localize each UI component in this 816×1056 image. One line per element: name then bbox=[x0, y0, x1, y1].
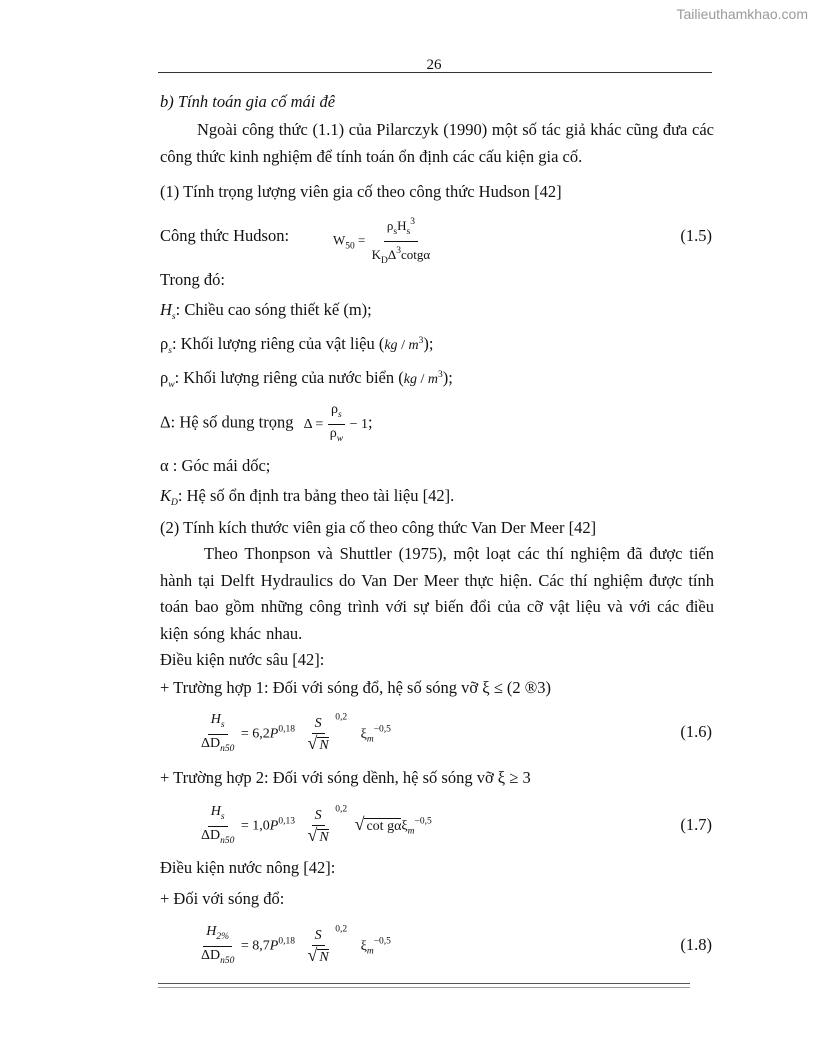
eq-number-1-7: (1.7) bbox=[680, 815, 712, 834]
hudson-eq: = bbox=[358, 232, 366, 248]
eq16-xi-exp: −0,5 bbox=[373, 724, 391, 735]
eq17-sn-fraction: $\frac{S}{√ N}$ bbox=[307, 807, 329, 845]
case-2-label: + Trường hợp 2: Đối với sóng dềnh, hệ số sóng vỡ ξ ≥ 3 bbox=[160, 768, 531, 787]
rho-s-sub: s bbox=[168, 346, 172, 356]
def-rho-s bbox=[160, 334, 433, 356]
kd-text: : Hệ số ổn định tra bảng theo tài liệu [42]. bbox=[177, 486, 455, 505]
delta-end: ; bbox=[367, 412, 373, 432]
alpha-text: : Góc mái dốc; bbox=[172, 456, 271, 475]
def-rho-w bbox=[160, 368, 453, 390]
eq17-xi-sub: m bbox=[407, 826, 415, 837]
hudson-delta: Δ bbox=[387, 247, 397, 262]
rho-w-unit-exp: 3 bbox=[437, 370, 443, 380]
hudson-h: H bbox=[397, 218, 407, 233]
footer-rule-thin bbox=[158, 987, 690, 988]
delta-minus: − 1 bbox=[349, 416, 368, 432]
eq17-outer-exp: 0,2 bbox=[335, 804, 348, 815]
rho-s-unit-slash: / bbox=[397, 338, 409, 353]
header-rule bbox=[158, 72, 712, 73]
rho-w-end: ); bbox=[442, 368, 453, 387]
hudson-h-sub: s bbox=[406, 227, 411, 237]
eq18-xi-exp: −0,5 bbox=[373, 936, 391, 947]
def-hs bbox=[160, 300, 372, 322]
hudson-fraction bbox=[369, 214, 434, 269]
eq16-p: P bbox=[269, 726, 279, 742]
eq18-outer-exp: 0,2 bbox=[335, 924, 348, 935]
rho-s-unit-exp: 3 bbox=[418, 336, 424, 346]
eq18-dd-sub: n50 bbox=[220, 956, 235, 966]
delta-formula bbox=[303, 402, 368, 444]
eq17-p-exp: 0,13 bbox=[278, 816, 295, 827]
eq17-p: P bbox=[269, 818, 279, 834]
eq17-cot: cot gα bbox=[366, 818, 402, 834]
eq17-h: H bbox=[210, 804, 221, 819]
plunging-label: + Đối với sóng đổ: bbox=[160, 889, 285, 908]
eq17-dd-sub: n50 bbox=[220, 836, 235, 846]
page-number: 26 bbox=[426, 57, 442, 73]
eq16-h-sub: s bbox=[220, 720, 225, 730]
hudson-h-exp: 3 bbox=[410, 217, 415, 227]
delta-eq-sign: = bbox=[315, 416, 324, 432]
eq17-s: S bbox=[312, 808, 325, 826]
delta-den: ρ bbox=[329, 426, 337, 441]
delta-text: : Hệ số dung trọng bbox=[170, 412, 294, 432]
eq18-lhs-fraction bbox=[198, 924, 237, 969]
eq16-lhs-fraction bbox=[198, 712, 237, 757]
where-label: Trong đó: bbox=[160, 270, 225, 289]
eq16-dd: ΔD bbox=[201, 736, 221, 751]
eq18-n: N bbox=[319, 949, 329, 965]
eq16-dd-sub: n50 bbox=[220, 744, 235, 754]
eq17-h-sub: s bbox=[220, 812, 225, 822]
eq18-eq: = 8,7 bbox=[240, 938, 270, 954]
rho-s-text: : Khối lượng riêng của vật liệu ( bbox=[171, 334, 385, 353]
formula-1-6 bbox=[198, 712, 391, 757]
intro-paragraph: Ngoài công thức (1.1) của Pilarczyk (1990) một số tác giả khác cũng đưa các công thức kinh nghiệm để tính toán ổn định các cấu kiện gia cố. bbox=[160, 120, 714, 166]
formula-1-7: $\frac{H_s}{\Delta D_{n50}}$ = $1,0P^{0,13}$ $\frac{S}{√ N}$ $^{0,2}$ √ cot gαξ$_m^{-0,5}$ bbox=[198, 804, 432, 849]
section-heading: b) Tính toán gia cố mái đê bbox=[160, 92, 336, 111]
hudson-cotg: cotgα bbox=[401, 247, 431, 262]
eq18-h-sub: 2% bbox=[216, 932, 230, 942]
eq16-n: N bbox=[319, 737, 329, 753]
eq16-eq: = 6,2 bbox=[240, 726, 270, 742]
item-2-heading: (2) Tính kích thước viên gia cố theo công thức Van Der Meer [42] bbox=[160, 518, 597, 537]
van-der-meer-paragraph: Theo Thonpson và Shuttler (1975), một loạt các thí nghiệm đã được tiến hành tại Delft Hydraulics do Van Der Meer thực hiện. Các thí nghiệm được tính toán bao gồm những công trình với sự biến đổi của cỡ vật liệu và với các điều kiện sóng khác nhau. bbox=[160, 544, 714, 643]
eq18-p: P bbox=[269, 938, 279, 954]
hudson-formula bbox=[333, 214, 433, 269]
hudson-rho-sub: s bbox=[393, 227, 398, 237]
footer-rule bbox=[158, 983, 690, 984]
eq18-xi-sub: m bbox=[366, 946, 374, 957]
delta-eq-lhs: Δ bbox=[303, 416, 312, 432]
eq17-dd: ΔD bbox=[201, 828, 221, 843]
hudson-lhs-sub: 50 bbox=[345, 241, 355, 252]
kd-sub: D bbox=[171, 498, 178, 508]
eq18-h: H bbox=[206, 924, 217, 939]
rho-w-symbol: ρ bbox=[160, 368, 169, 387]
eq16-outer-exp: 0,2 bbox=[335, 712, 348, 723]
item-1-heading: (1) Tính trọng lượng viên gia cố theo công thức Hudson [42] bbox=[160, 182, 562, 201]
eq17-n: N bbox=[319, 829, 329, 845]
delta-num: ρ bbox=[331, 402, 339, 417]
eq-number-1-5: (1.5) bbox=[680, 226, 712, 245]
hudson-delta-exp: 3 bbox=[396, 246, 402, 256]
def-kd bbox=[160, 486, 454, 508]
rho-s-end: ); bbox=[423, 334, 434, 353]
eq16-p-exp: 0,18 bbox=[278, 724, 295, 735]
hudson-lhs: W bbox=[333, 232, 346, 248]
alpha-symbol: α bbox=[160, 456, 169, 475]
eq18-sn-fraction: $\frac{S}{√ N}$ bbox=[307, 927, 329, 965]
eq17-xi: ξ bbox=[401, 818, 408, 834]
deep-water-label: Điều kiện nước sâu [42]: bbox=[160, 650, 325, 669]
rho-w-unit-m: m bbox=[427, 372, 438, 387]
hudson-k: K bbox=[371, 247, 382, 262]
eq16-xi-sub: m bbox=[366, 734, 374, 745]
eq18-dd: ΔD bbox=[201, 948, 221, 963]
delta-num-sub: s bbox=[338, 410, 342, 420]
case-1-label: + Trường hợp 1: Đối với sóng đổ, hệ số sóng vỡ ξ ≤ (2 ®3) bbox=[160, 678, 552, 697]
eq17-lhs-fraction bbox=[198, 804, 237, 849]
hs-symbol: H bbox=[160, 300, 172, 319]
eq16-h: H bbox=[210, 712, 221, 727]
def-alpha bbox=[160, 456, 270, 476]
formula-1-8 bbox=[198, 924, 391, 969]
eq-number-1-6: (1.6) bbox=[680, 722, 712, 741]
rho-w-sub: w bbox=[168, 380, 175, 390]
hudson-k-sub: D bbox=[381, 256, 388, 266]
hs-text: : Chiều cao sóng thiết kế (m); bbox=[175, 300, 372, 319]
delta-fraction bbox=[327, 402, 346, 447]
shallow-water-label: Điều kiện nước nông [42]: bbox=[160, 858, 336, 877]
rho-w-text: : Khối lượng riêng của nước biển ( bbox=[174, 368, 404, 387]
eq18-p-exp: 0,18 bbox=[278, 936, 295, 947]
eq16-xi: ξ bbox=[360, 726, 367, 742]
eq16-s: S bbox=[312, 716, 325, 734]
delta-den-sub: w bbox=[336, 434, 344, 444]
hudson-label: Công thức Hudson: bbox=[160, 226, 290, 245]
delta-symbol: Δ bbox=[160, 412, 171, 432]
eq17-xi-exp: −0,5 bbox=[414, 816, 432, 827]
rho-w-unit-kg: kg bbox=[403, 372, 417, 387]
rho-w-unit-slash: / bbox=[416, 372, 428, 387]
hs-sub: s bbox=[171, 312, 176, 322]
rho-s-unit-m: m bbox=[408, 338, 419, 353]
rho-s-unit-kg: kg bbox=[384, 338, 398, 353]
eq17-eq: = 1,0 bbox=[240, 818, 270, 834]
eq18-xi: ξ bbox=[360, 938, 367, 954]
watermark: Tailieuthamkhao.com bbox=[676, 6, 808, 22]
rho-s-symbol: ρ bbox=[160, 334, 169, 353]
eq18-s: S bbox=[312, 928, 325, 946]
eq16-sn-fraction: $\frac{S}{√ N}$ bbox=[307, 715, 329, 753]
hudson-rho: ρ bbox=[386, 218, 394, 233]
def-delta bbox=[160, 402, 373, 447]
kd-symbol: K bbox=[160, 486, 172, 505]
eq-number-1-8: (1.8) bbox=[680, 935, 712, 954]
